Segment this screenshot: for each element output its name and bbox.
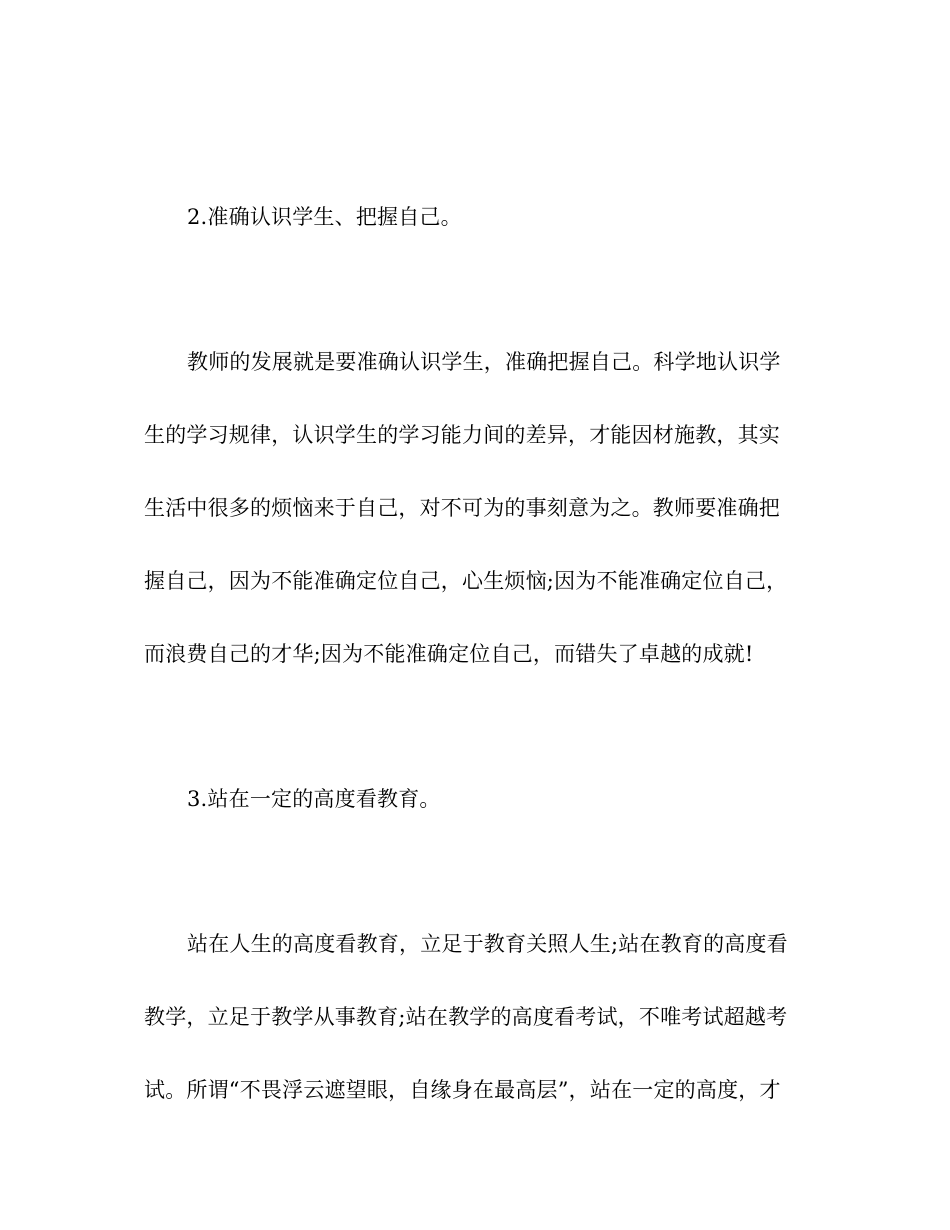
- section-2-paragraph-line-2: 生的学习规律，认识学生的学习能力间的差异，才能因材施教，其实: [144, 423, 780, 447]
- section-2-paragraph-line-5: 而浪费自己的才华;因为不能准确定位自己，而错失了卓越的成就!: [144, 642, 754, 666]
- section-2-paragraph-line-1: 教师的发展就是要准确认识学生，准确把握自己。科学地认识学: [187, 350, 781, 374]
- section-3-heading: 3.站在一定的高度看教育。: [187, 787, 441, 811]
- section-3-paragraph-line-1: 站在人生的高度看教育，立足于教育关照人生;站在教育的高度看: [187, 932, 788, 956]
- section-2-paragraph-line-3: 生活中很多的烦恼来于自己，对不可为的事刻意为之。教师要准确把: [144, 496, 780, 520]
- section-3-paragraph-line-2: 教学，立足于教学从事教育;站在教学的高度看考试，不唯考试超越考: [144, 1005, 788, 1029]
- section-2-paragraph-line-4: 握自己，因为不能准确定位自己，心生烦恼;因为不能准确定位自己，: [144, 569, 788, 593]
- section-3-paragraph-line-3: 试。所谓“不畏浮云遮望眼，自缘身在最高层”，站在一定的高度，才: [144, 1078, 781, 1102]
- section-2-heading: 2.准确认识学生、把握自己。: [187, 205, 462, 229]
